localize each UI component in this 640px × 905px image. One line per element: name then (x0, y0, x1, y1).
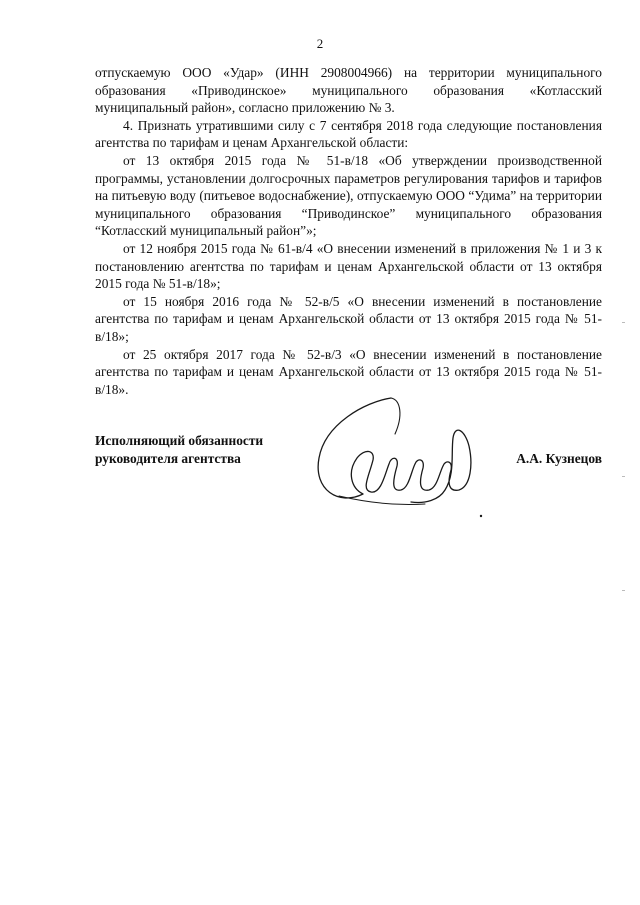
signatory-title-line-2: руководителя агентства (95, 451, 241, 466)
paragraph-continuation: отпускаемую ООО «Удар» (ИНН 2908004966) на территории муниципального образования «Приводинское» муниципального образования «Котласский муниципальный район», согласно приложению № 3. (95, 65, 602, 116)
scan-edge-mark (622, 590, 625, 591)
scan-edge-mark (622, 322, 625, 323)
page-number: 2 (316, 36, 324, 51)
document-body (95, 64, 602, 398)
paragraph-repealed-act-2: от 12 ноября 2015 года № 61-в/4 «О внесении изменений в приложения № 1 и 3 к постановлению агентства по тарифам и ценам Архангельской области от 13 октября 2015 года № 51-в/18»; (95, 240, 602, 292)
paragraph-repealed-act-3: от 15 ноября 2016 года № 52-в/5 «О внесении изменений в постановление агентства по тарифам и ценам Архангельской области от 13 октября 2015 года № 51-в/18»; (95, 293, 602, 344)
signatory-title-line-1: Исполняющий обязанности (95, 433, 264, 448)
handwritten-signature (305, 394, 505, 544)
paragraph-repealed-act-4: от 25 октября 2017 года № 52-в/3 «О внесении изменений в постановление агентства по тарифам и ценам Архангельской области от 13 октября 2015 года № 51-в/18». (95, 346, 602, 397)
paragraph-item-4: 4. Признать утратившими силу с 7 сентября 2018 года следующие постановления агентства по тарифам и ценам Архангельской области: (95, 117, 602, 151)
signatory-title (95, 432, 263, 468)
paragraph-repealed-act-1: от 13 октября 2015 года № 51-в/18 «Об утверждении производственной программы, установлении долгосрочных параметров регулирования тарифов и тарифов на питьевую воду (питьевое водоснабжение), отпускаемую ООО “Удима” на территории муниципального образования “Приводинское” муниципального образования “Котласский муниципальный район”»; (95, 152, 602, 239)
signature-block (95, 432, 602, 542)
scan-edge-mark (622, 476, 625, 477)
signatory-name: А.А. Кузнецов (516, 451, 602, 466)
